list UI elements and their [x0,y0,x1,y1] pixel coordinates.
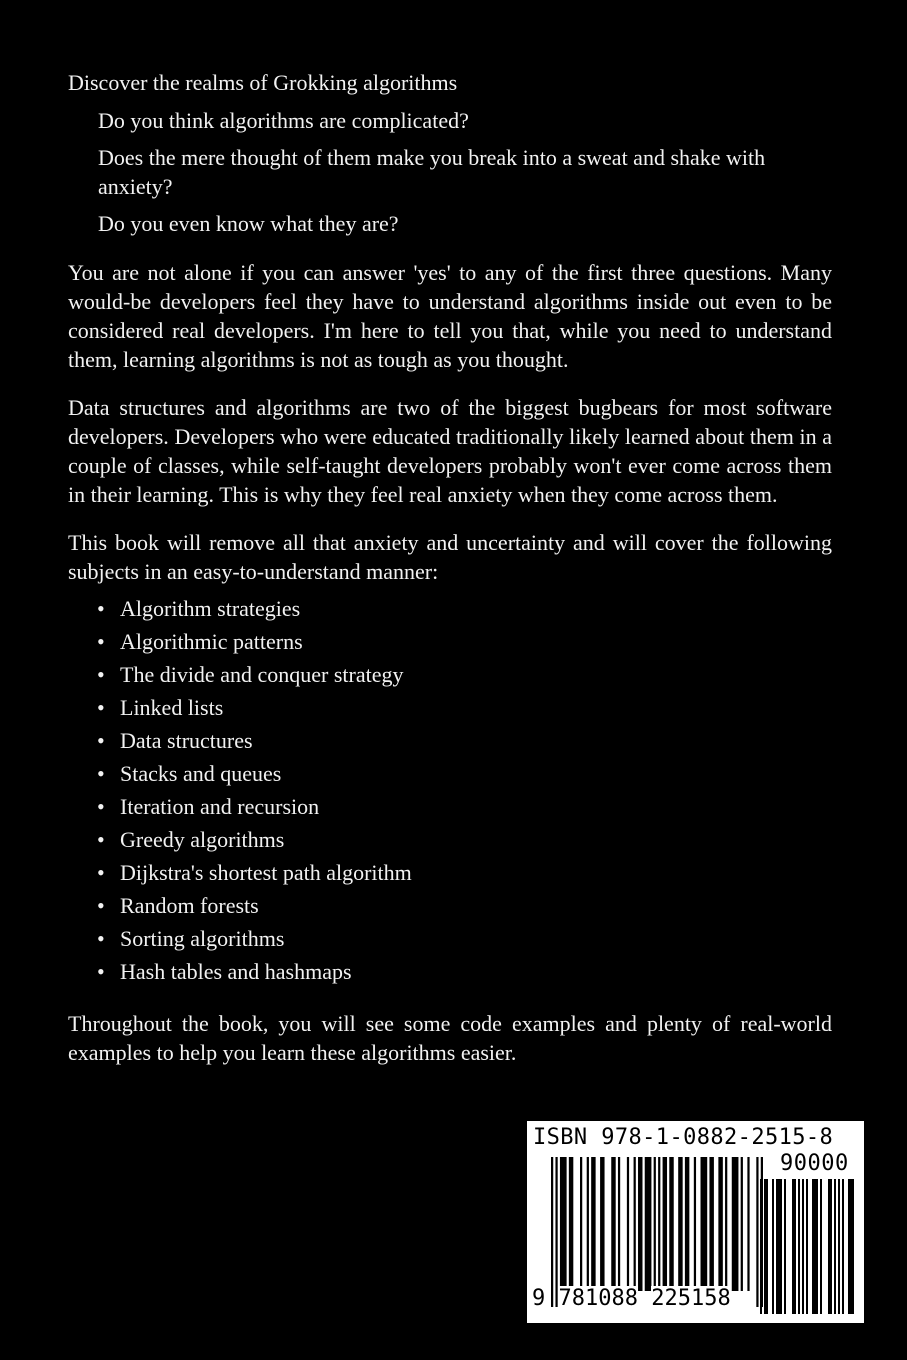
barcode-bar [820,1179,822,1314]
isbn-barcode [527,1121,864,1323]
barcode-bar [718,1157,722,1291]
ean13-bars [551,1157,763,1307]
barcode-bar [756,1157,758,1307]
barcode-bar [747,1157,749,1291]
bullet-icon: • [97,926,105,951]
barcode-bar [685,1157,689,1291]
barcode-bar [551,1157,553,1307]
list-item [68,691,832,724]
back-cover-text [68,68,832,1086]
topic-label: Iteration and recursion [120,794,320,819]
barcode-bar [580,1157,582,1291]
topics-intro: This book will remove all that anxiety and uncertainty and will cover the following subjects in an easy-to-understand manner: [68,530,832,584]
topic-label: Sorting algorithms [120,926,285,951]
isbn-label: ISBN 978-1-0882-2515-8 [533,1125,834,1150]
bullet-icon: • [97,629,105,654]
barcode-bar [600,1157,604,1291]
paragraph-not-alone: You are not alone if you can answer 'yes' to any of the first three questions. Many would-be developers feel they have to understand algorithms inside out even to be considered real developers. I'm here to tell you that, while you need to understand them, learning algorithms is not as tough as you thought. [68,260,832,372]
barcode-bar [569,1157,573,1291]
addon-bars [760,1179,854,1314]
question-1: Do you think algorithms are complicated? [98,108,469,133]
barcode-bar [784,1179,786,1314]
barcode-bar [732,1157,739,1291]
bullet-icon: • [97,893,105,918]
list-item [68,823,832,856]
barcode-bar [678,1157,682,1291]
barcode-bar [658,1157,660,1307]
bullet-icon: • [97,860,105,885]
list-item [68,889,832,922]
topic-label: The divide and conquer strategy [120,662,404,687]
blurb-heading: Discover the realms of Grokking algorithms [68,70,458,95]
barcode-bar [634,1157,636,1291]
barcode-bar [587,1157,589,1291]
topic-label: Linked lists [120,695,224,720]
barcode-right-digits: 225158 [651,1286,731,1311]
closing-paragraph: Throughout the book, you will see some code examples and plenty of real-world examples to help you learn these algorithms easier. [68,1011,832,1065]
topic-label: Greedy algorithms [120,827,285,852]
bullet-icon: • [97,728,105,753]
barcode-bar [709,1157,713,1291]
topic-label: Algorithmic patterns [120,629,303,654]
bullet-icon: • [97,959,105,984]
topic-label: Data structures [120,728,253,753]
barcode-bar [669,1157,673,1291]
topic-label: Stacks and queues [120,761,282,786]
bullet-icon: • [97,695,105,720]
barcode-bar [792,1179,796,1314]
barcode-bar [764,1179,768,1314]
topic-label: Dijkstra's shortest path algorithm [120,860,412,885]
topic-label: Random forests [120,893,259,918]
barcode-bar [848,1179,854,1314]
question-2: Does the mere thought of them make you break into a sweat and shake with anxiety? [98,145,766,199]
barcode-bar [806,1179,808,1314]
barcode-bar [812,1179,818,1314]
list-item [68,922,832,955]
barcode-bar [802,1179,804,1314]
barcode-bar [645,1157,652,1291]
barcode-bar [741,1157,743,1291]
barcode-bar [627,1157,629,1291]
list-item [68,592,832,625]
question-3: Do you even know what they are? [98,211,399,236]
barcode-left-digits: 781088 [558,1286,638,1311]
barcode-digits [532,1286,731,1311]
bullet-icon: • [97,794,105,819]
barcode-bar [611,1157,615,1291]
price-code: 90000 [780,1151,849,1176]
list-item [68,724,832,757]
bullet-icon: • [97,827,105,852]
bullet-icon: • [97,662,105,687]
bullet-icon: • [97,596,105,621]
list-item [68,757,832,790]
barcode-bar [828,1179,832,1314]
list-item [68,658,832,691]
barcode-bar [701,1157,708,1291]
barcode-bar [834,1179,836,1314]
paragraph-bugbears: Data structures and algorithms are two of the biggest bugbears for most software developers. Developers who were educated traditionally likely learned about them in a couple of classes, while self-taught developers probably won't ever come across them in their learning. This is why they feel real anxiety when they come across them. [68,395,832,507]
topic-label: Algorithm strategies [120,596,301,621]
barcode-bar [555,1157,557,1307]
barcode-bar [654,1157,656,1307]
barcode-bar [798,1179,800,1314]
list-item [68,790,832,823]
barcode-bar [842,1179,844,1314]
barcode-bar [560,1157,567,1291]
barcode-bar [838,1179,840,1314]
topic-label: Hash tables and hashmaps [120,959,352,984]
barcode-bar [618,1157,620,1291]
barcode-bar [663,1157,667,1291]
list-item [68,856,832,889]
barcode-bar [591,1157,595,1291]
barcode-bar [772,1179,774,1314]
barcode-bar [760,1179,762,1314]
barcode-bar [725,1157,727,1291]
bullet-icon: • [97,761,105,786]
barcode-bar [694,1157,696,1291]
barcode-lead-digit: 9 [532,1286,546,1311]
topics-list [68,592,832,988]
barcode-bar [776,1179,782,1314]
list-item [68,625,832,658]
list-item [68,955,832,988]
barcode-bar [638,1157,642,1291]
